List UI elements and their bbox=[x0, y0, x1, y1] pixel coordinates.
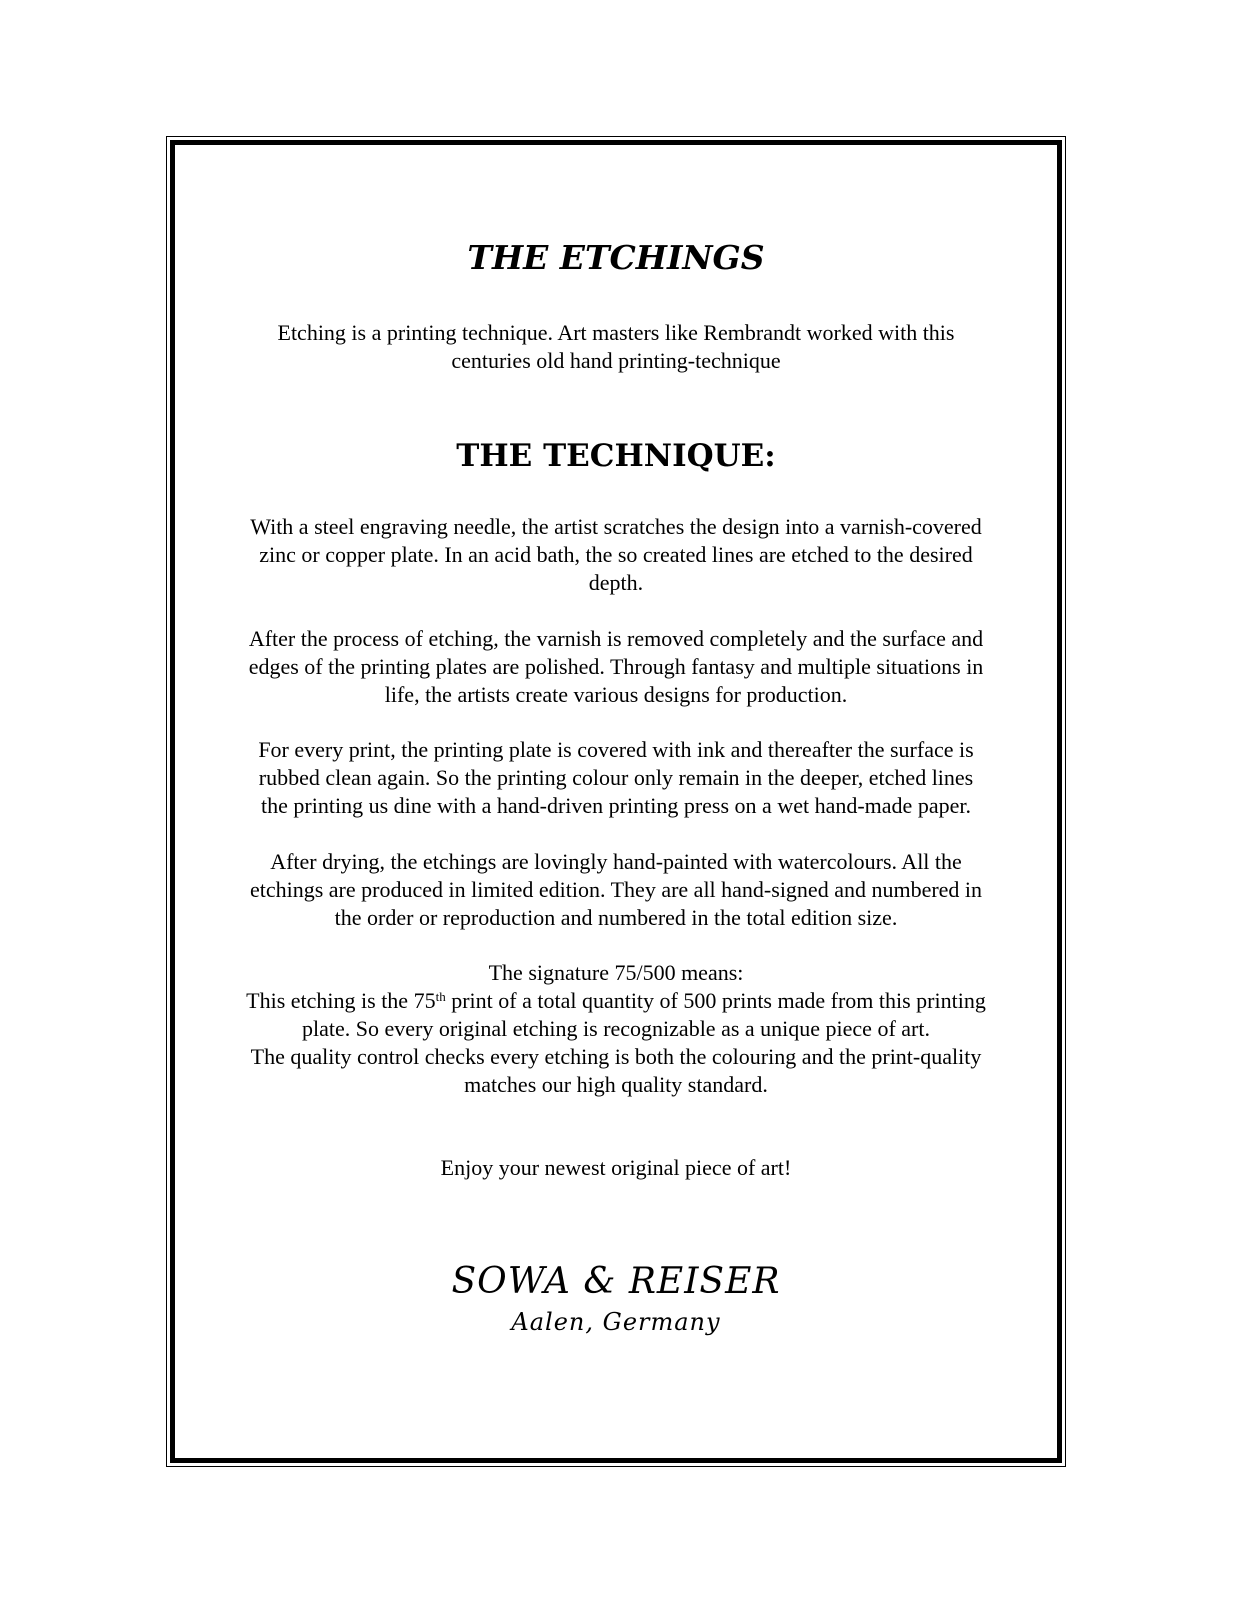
text-line: rubbed clean again. So the printing colour only remain in the deeper, etched lines bbox=[258, 765, 974, 790]
text-line: Etching is a printing technique. Art masters like Rembrandt worked with this bbox=[277, 320, 955, 345]
text-line: depth. bbox=[588, 570, 644, 595]
text-line: etchings are produced in limited edition. They are all hand-signed and numbered in bbox=[249, 877, 983, 902]
closing-line: Enjoy your newest original piece of art! bbox=[440, 1155, 792, 1180]
section-heading: THE TECHNIQUE: bbox=[456, 438, 776, 474]
text-line: life, the artists create various designs for production. bbox=[384, 682, 848, 707]
text-line: After the process of etching, the varnish is removed completely and the surface and bbox=[248, 626, 984, 651]
intro-paragraph bbox=[175, 319, 1057, 375]
text-line: centuries old hand printing-technique bbox=[451, 348, 781, 373]
company-location: Aalen, Germany bbox=[511, 1308, 721, 1336]
text-line: For every print, the printing plate is covered with ink and thereafter the surface is bbox=[258, 737, 974, 762]
text-fragment: print of a total quantity of 500 prints made from this printing bbox=[445, 988, 986, 1013]
company-signature: SOWA & REISER bbox=[451, 1261, 781, 1302]
text-line: edges of the printing plates are polished. Through fantasy and multiple situations in bbox=[248, 654, 984, 679]
text-line: The signature 75/500 means: bbox=[488, 960, 744, 985]
text-line: the order or reproduction and numbered in the total edition size. bbox=[334, 905, 898, 930]
text-fragment: This etching is the 75 bbox=[246, 988, 436, 1013]
paragraph-polishing bbox=[175, 625, 1057, 709]
text-line: With a steel engraving needle, the artist scratches the design into a varnish-covered bbox=[250, 514, 982, 539]
text-line: The quality control checks every etching is both the colouring and the print-quality bbox=[250, 1044, 982, 1069]
text-line: zinc or copper plate. In an acid bath, the so created lines are etched to the desired bbox=[259, 542, 973, 567]
text-line: After drying, the etchings are lovingly hand-painted with watercolours. All the bbox=[270, 849, 962, 874]
text-line: matches our high quality standard. bbox=[464, 1072, 768, 1097]
superscript-ordinal: th bbox=[435, 989, 446, 1004]
text-line bbox=[175, 987, 1057, 1015]
text-line: the printing us dine with a hand-driven printing press on a wet hand-made paper. bbox=[261, 793, 971, 818]
document-title: THE ETCHINGS bbox=[467, 238, 765, 277]
paragraph-painting bbox=[175, 848, 1057, 932]
paragraph-printing bbox=[175, 736, 1057, 820]
paragraph-engraving bbox=[175, 513, 1057, 597]
text-line: plate. So every original etching is recognizable as a unique piece of art. bbox=[302, 1016, 930, 1041]
document-body bbox=[175, 145, 1057, 1458]
paragraph-signature-meaning bbox=[175, 959, 1057, 1099]
